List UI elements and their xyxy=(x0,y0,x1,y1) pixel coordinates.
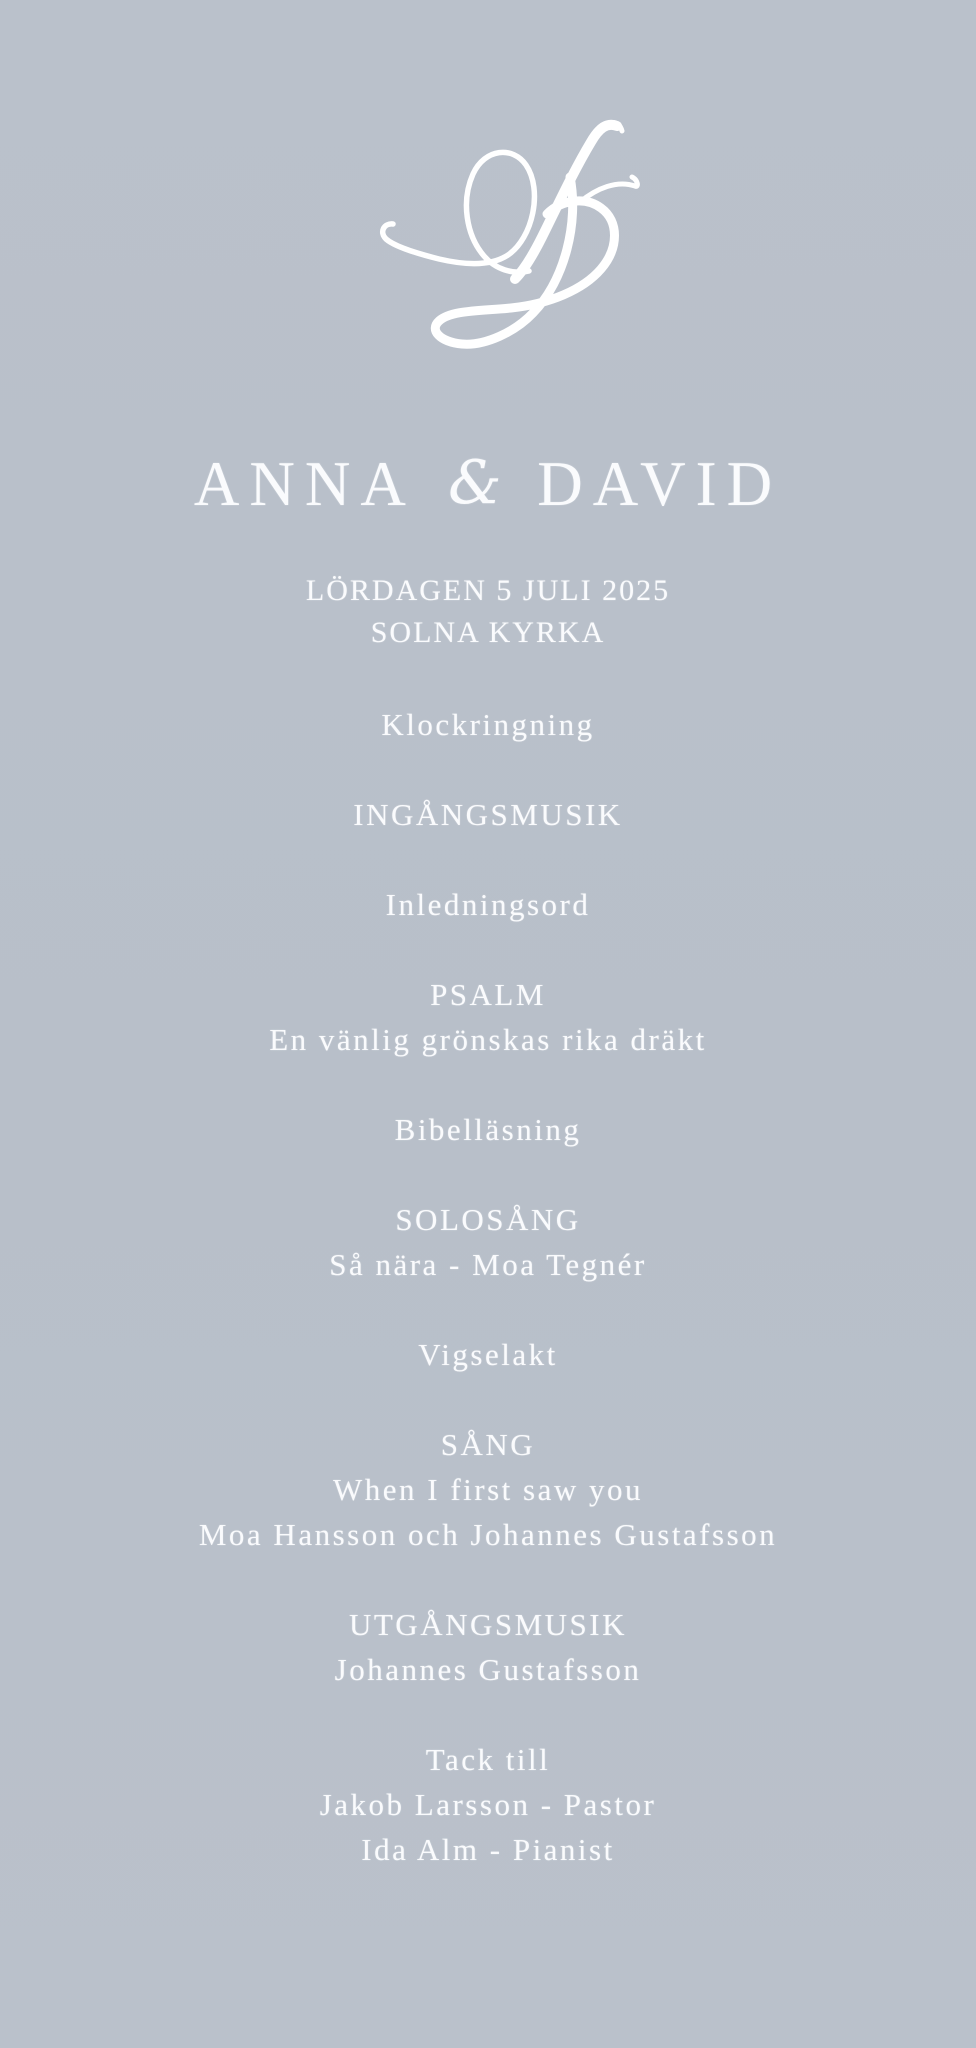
program-line: En vänlig grönskas rika dräkt xyxy=(269,1022,707,1057)
program-section xyxy=(0,1332,976,1377)
second-name: DAVID xyxy=(537,449,783,519)
program-line: INGÅNGSMUSIK xyxy=(353,797,623,832)
couple-names-title xyxy=(0,448,976,521)
program-section xyxy=(0,882,976,927)
program-line: SÅNG xyxy=(440,1427,536,1462)
program-line: Tack till xyxy=(425,1742,551,1777)
program-section xyxy=(0,1107,976,1152)
program-section xyxy=(0,792,976,837)
ampersand: & xyxy=(448,448,502,518)
program-section xyxy=(0,1602,976,1692)
event-venue: SOLNA KYRKA xyxy=(370,616,606,649)
first-name: ANNA xyxy=(193,449,413,519)
program-line: Inledningsord xyxy=(385,887,591,922)
program-section xyxy=(0,972,976,1062)
program-line: When I first saw you xyxy=(333,1472,643,1507)
program-section xyxy=(0,702,976,747)
program-line: Johannes Gustafsson xyxy=(334,1652,642,1687)
event-date: LÖRDAGEN 5 JULI 2025 xyxy=(305,574,671,607)
program-line: Moa Hansson och Johannes Gustafsson xyxy=(198,1517,778,1552)
program-line: Ida Alm - Pianist xyxy=(361,1832,615,1867)
program-line: PSALM xyxy=(430,977,546,1012)
program-section xyxy=(0,1737,976,1872)
program-line: SOLOSÅNG xyxy=(395,1202,581,1237)
program-section xyxy=(0,1422,976,1557)
program-section xyxy=(0,1197,976,1287)
program-line: Vigselakt xyxy=(418,1337,558,1372)
event-details xyxy=(0,570,976,654)
program-line: Så nära - Moa Tegnér xyxy=(329,1247,647,1282)
program-line: Bibelläsning xyxy=(394,1112,582,1147)
program-line: Jakob Larsson - Pastor xyxy=(319,1787,657,1822)
program-line: Klockringning xyxy=(381,707,595,742)
couple-monogram-icon xyxy=(371,114,647,358)
program-line: UTGÅNGSMUSIK xyxy=(348,1607,627,1642)
program-list xyxy=(0,702,976,1917)
